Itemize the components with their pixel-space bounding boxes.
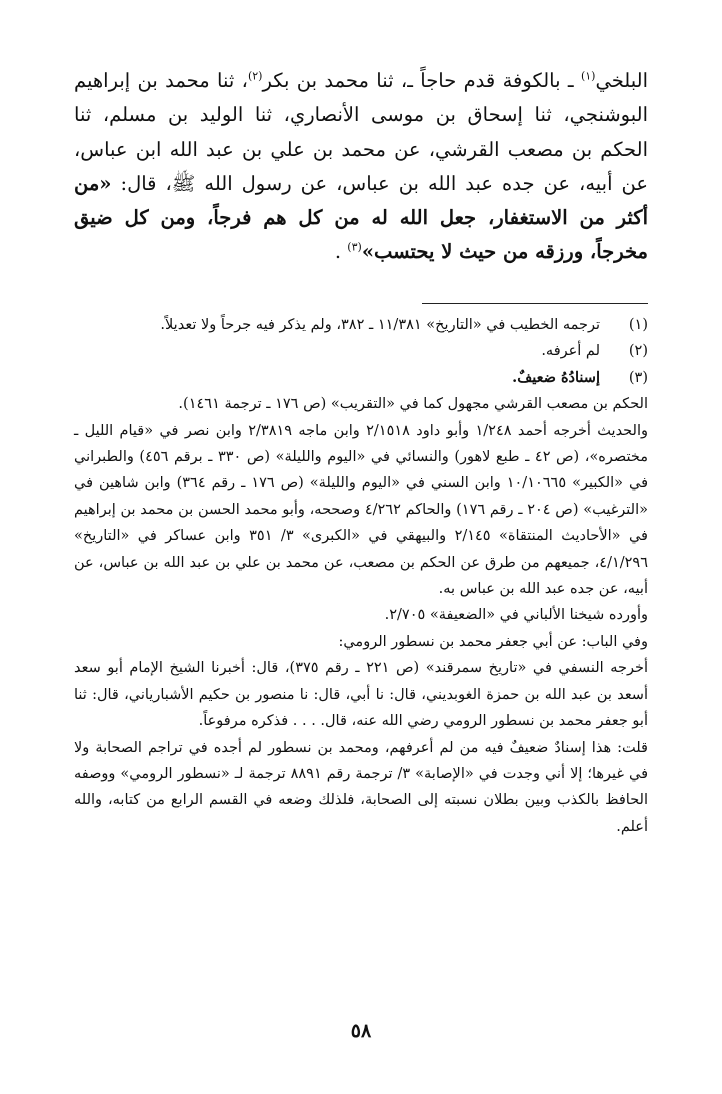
paragraph-end: . [334, 240, 348, 264]
footnote-text: إسنادُهُ ضعيفٌ. [512, 368, 600, 386]
footnote-text: ترجمه الخطيب في «التاريخ» ١١/٣٨١ ـ ٣٨٢، ولم يذكر فيه جرحاً ولا تعديلاً. [160, 317, 600, 333]
footnote-paragraph: وأورده شيخنا الألباني في «الضعيفة» ٢/٧٠٥. [384, 607, 648, 624]
footnote-2 [74, 338, 648, 364]
footnote-3 [74, 365, 648, 391]
footnote-text: لم أعرفه. [541, 343, 600, 360]
main-text [74, 64, 648, 270]
footnote-paragraph: الحكم بن مصعب القرشي مجهول كما في «التقريب» (ص ١٧٦ ـ ترجمة ١٤٦١). [178, 396, 648, 413]
narrator-name: البلخي [595, 69, 649, 92]
footnote-number: (١) [628, 317, 648, 333]
isnad-text-2: ، ثنا محمد بن إبراهيم البوشنجي، ثنا إسحاق بن موسى الأنصاري، ثنا الوليد بن مسلم، ثنا الحكم بن مصعب القرشي، عن محمد بن علي بن عبد الله ابن عباس، عن أبيه، عن جده عبد الله بن عباس، عن رسول الله ﷺ، قال: [74, 69, 648, 195]
footnote-ref-2[interactable]: (٢) [247, 69, 263, 83]
footnotes-section [74, 312, 648, 840]
footnote-paragraph: أخرجه النسفي في «تاريخ سمرقند» (ص ٢٢١ ـ رقم ٣٧٥)، قال: أخبرنا الشيخ الإمام أبو سعد أسعد بن عبد الله بن حمزة الغوبديني، قال: نا أبي، قال: نا منصور بن حكيم الأشبارياني، قال: ثنا أبو جعفر محمد بن نسطور الرومي رضي الله عنه، قال. . . . فذكره مرفوعاً. [74, 660, 648, 730]
main-paragraph [74, 64, 648, 270]
footnote-number: (٢) [628, 343, 648, 360]
footnote-ref-3[interactable]: (٣) [347, 240, 362, 254]
isnad-text-1: ـ بالكوفة قدم حاجاً ـ، ثنا محمد بن بكر [262, 69, 581, 92]
footnote-paragraph: قلت: هذا إسنادٌ ضعيفٌ فيه من لم أعرفهم، ومحمد بن نسطور لم أجده في تراجم الصحابة ولا في غيرها؛ إلا أني وجدت في «الإصابة» ٣/ ترجمة رقم ٨٨٩١ ترجمة لـ «نسطور الرومي» ووصفه الحافظ بالكذب وبين بطلان نسبته إلى الصحابة، فلذلك وضعه في القسم الرابع من كتابه، والله أعلم. [74, 739, 649, 835]
footnote-number: (٣) [628, 369, 648, 386]
footnote-ref-1[interactable]: (١) [580, 69, 596, 83]
footnote-1 [74, 312, 648, 338]
page-number: ٥٨ [350, 1020, 372, 1042]
footnote-paragraph: والحديث أخرجه أحمد ١/٢٤٨ وأبو داود ٢/١٥١٨ وابن ماجه ٢/٣٨١٩ وابن نصر في «قيام الليل ـ مختصره»، (ص ٤٢ ـ طبع لاهور) والنسائي في «اليوم والليلة» (ص ٣٣٠ ـ برقم ٤٥٦) والطبراني في «الكبير» ١٠/١٠٦٦٥ وابن السني في «اليوم والليلة» (ص ١٧٦ ـ رقم ٣٦٤) وابن شاهين في «الترغيب» (ص ٢٠٤ ـ رقم ١٧٦) والحاكم ٤/٢٦٢ وصححه، وأبو محمد الحسن بن محمد بن إبراهيم في «الأحاديث المنتقاة» ٢/١٤٥ والبيهقي في «الكبرى» ٣/ ٣٥١ وابن عساكر في «التاريخ» ٤/١/٢٩٦، جميعهم من طرق عن الحكم بن مصعب، عن محمد بن علي بن عبد الله بن عباس، عن أبيه، عن جده عبد الله بن عباس به. [74, 422, 649, 598]
footnote-paragraph: وفي الباب: عن أبي جعفر محمد بن نسطور الرومي: [338, 633, 648, 650]
footnote-separator [422, 303, 648, 304]
hadith-text: «من أكثر من الاستغفار، جعل الله له من كل هم فرجاً، ومن كل ضيق مخرجاً، ورزقه من حيث لا يحتسب» [74, 171, 648, 264]
